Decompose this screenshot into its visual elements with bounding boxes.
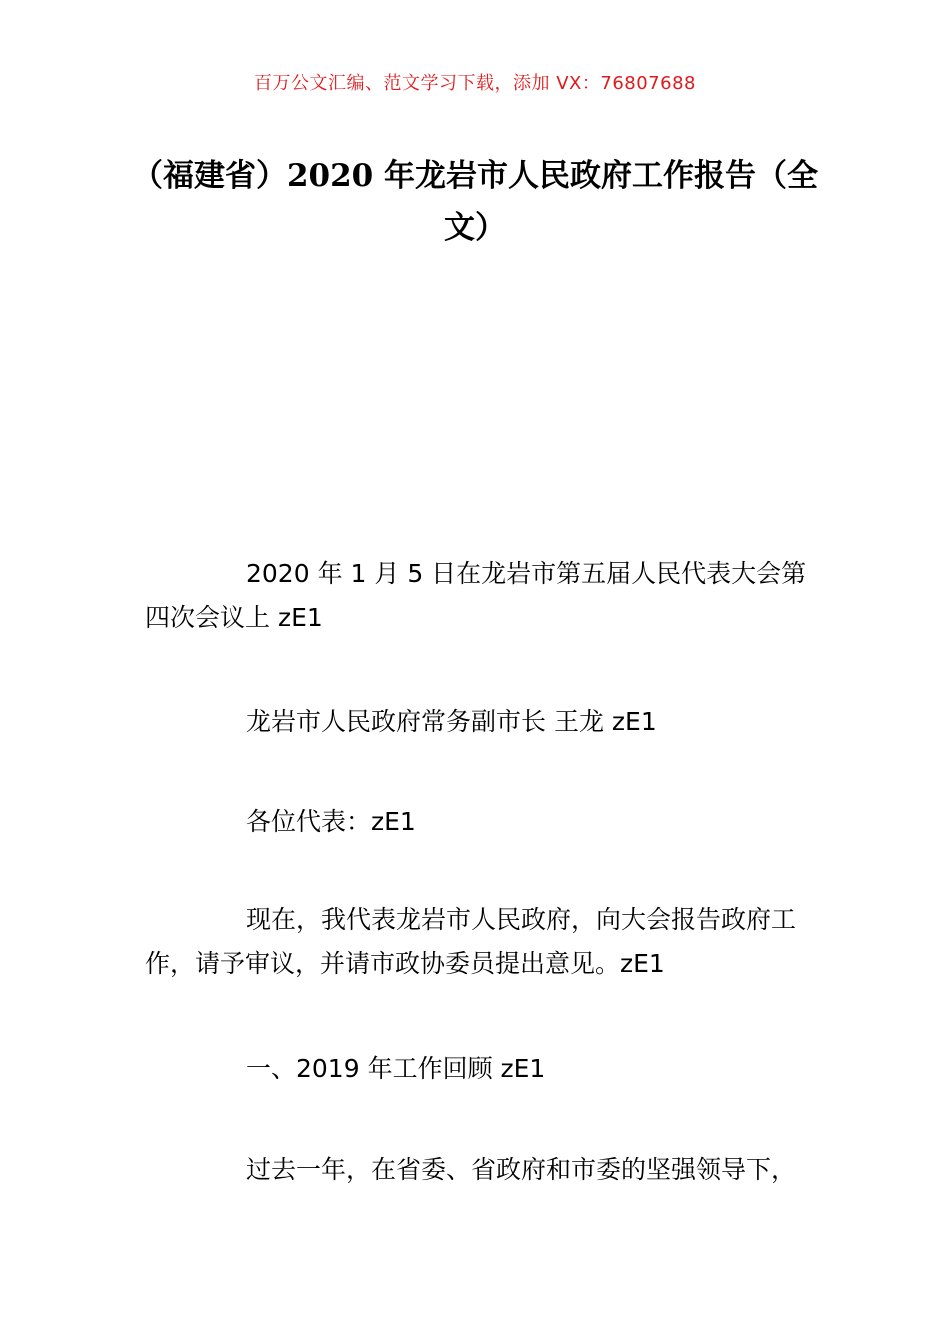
paragraph-meeting-date: 2020 年 1 月 5 日在龙岩市第五届人民代表大会第四次会议上 zE1 [145,559,807,632]
paragraph-speaker: 龙岩市人民政府常务副市长 王龙 zE1 [246,707,657,736]
document-title: （福建省）2020 年龙岩市人民政府工作报告（全文） [131,158,819,246]
paragraph-introduction: 现在，我代表龙岩市人民政府，向大会报告政府工作，请予审议，并请市政协委员提出意见。zE1 [145,905,797,978]
header-watermark-note: 百万公文汇编、范文学习下载，添加 VX：76807688 [254,73,696,94]
section-heading-review: 一、2019 年工作回顾 zE1 [246,1054,546,1083]
paragraph-salutation: 各位代表：zE1 [246,807,416,836]
paragraph-review-start: 过去一年，在省委、省政府和市委的坚强领导下， [246,1155,797,1184]
